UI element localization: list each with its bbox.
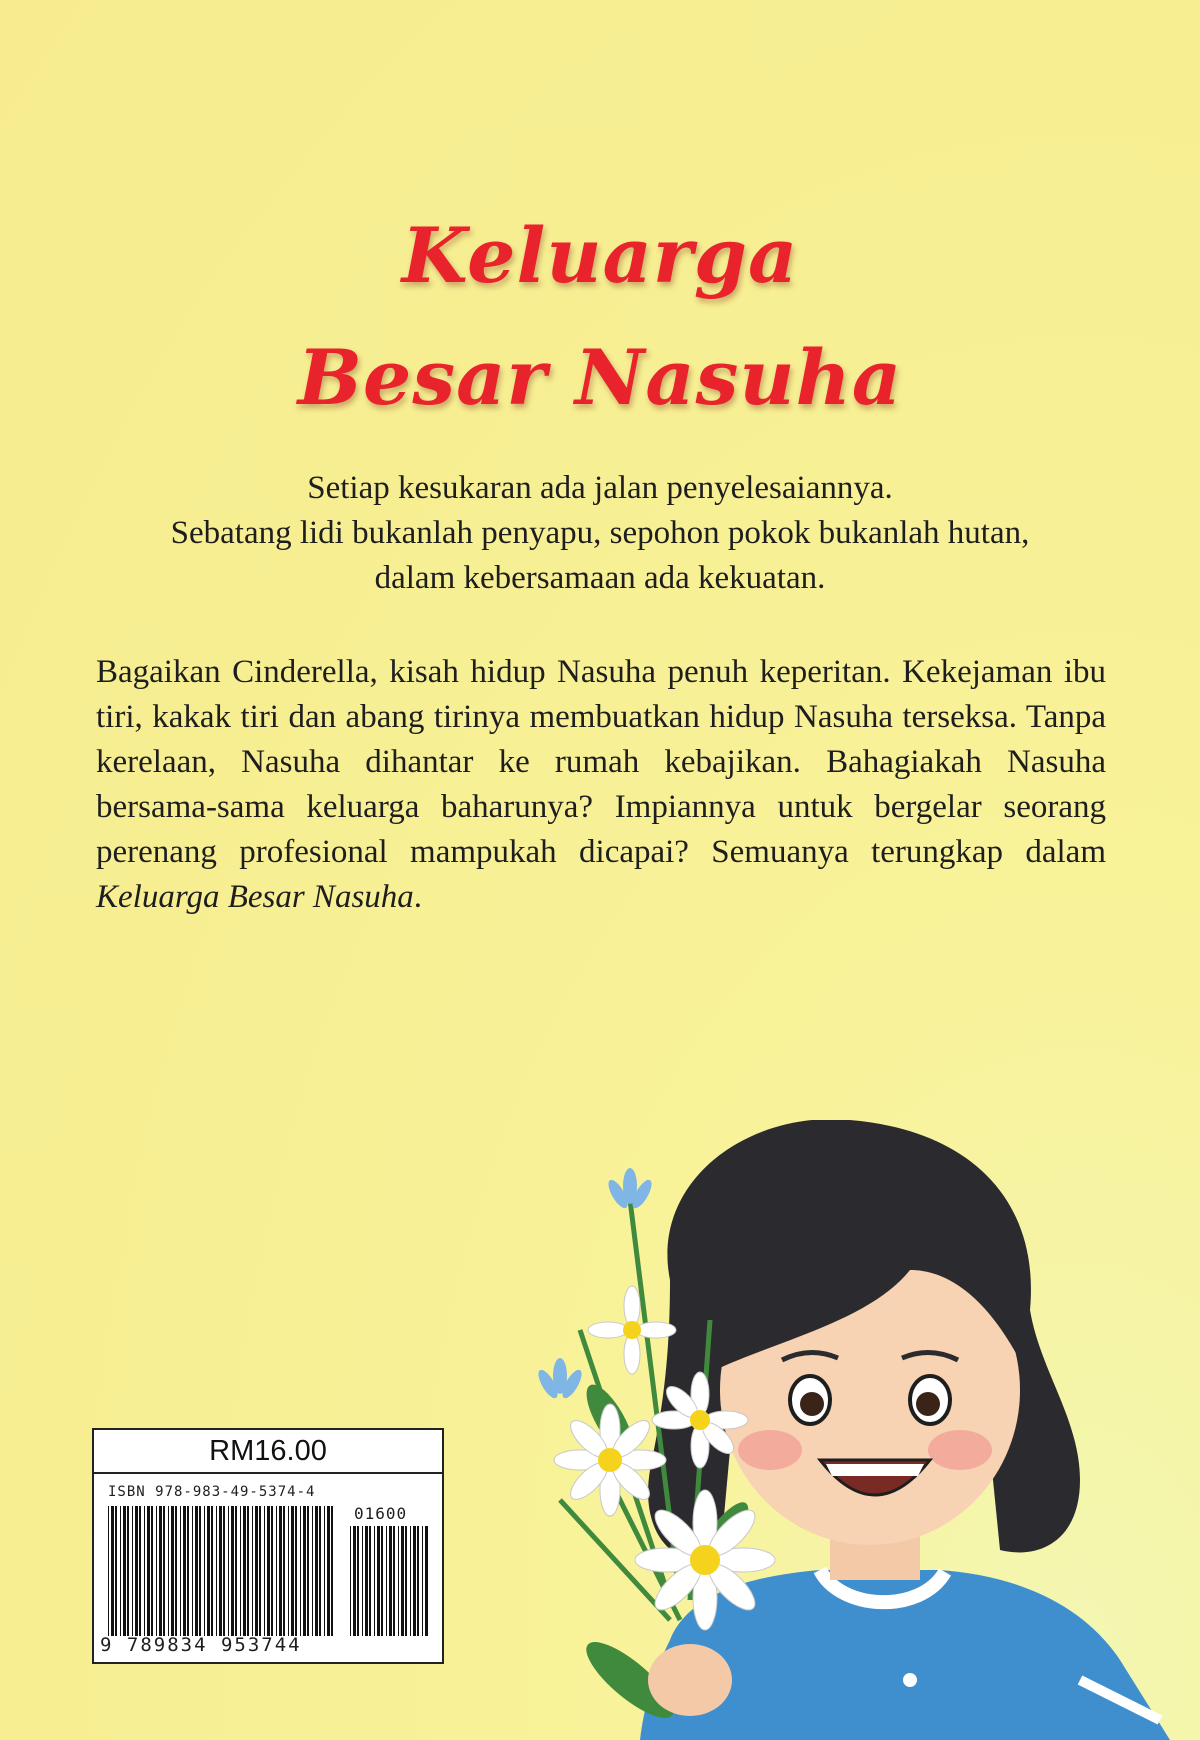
- barcode-bar: [199, 1506, 201, 1636]
- barcode-bar: [327, 1506, 330, 1636]
- addon-barcode-bars: [350, 1526, 430, 1636]
- barcode-bar: [139, 1506, 141, 1636]
- barcode-bar: [417, 1526, 419, 1636]
- barcode-bar: [187, 1506, 189, 1636]
- tagline: [60, 466, 1140, 601]
- synopsis-end: .: [413, 879, 423, 915]
- barcode-bar: [357, 1526, 359, 1636]
- synopsis-body: Bagaikan Cinderella, kisah hidup Nasuha penuh keperitan. Kekejaman ibu tiri, kakak tiri dan abang tirinya membuatkan hidup Nasuha terseksa. Tanpa kerelaan, Nasuha dihantar ke rumah kebajikan. Bahagiakah Nasuha bersama-sama keluarga baharunya? Impiannya untuk bergelar seorang perenang profesional mampukah dicapai? Semuanya terungkap dalam: [96, 654, 1106, 870]
- barcode-bar: [147, 1506, 150, 1636]
- right-cheek: [928, 1430, 992, 1470]
- addon-code-text: 01600: [354, 1504, 408, 1523]
- barcode-bar: [353, 1526, 356, 1636]
- barcode-bar: [386, 1526, 387, 1636]
- tagline-line: Sebatang lidi bukanlah penyapu, sepohon pokok bukanlah hutan,: [170, 515, 1030, 551]
- barcode-bar: [401, 1526, 404, 1636]
- barcode-bar: [219, 1506, 222, 1636]
- barcode-bar: [259, 1506, 261, 1636]
- barcode-bar: [389, 1526, 392, 1636]
- barcode-bar: [127, 1506, 129, 1636]
- barcode-bar: [195, 1506, 198, 1636]
- barcode-bar: [132, 1506, 133, 1636]
- barcode-bar: [231, 1506, 234, 1636]
- synopsis-paragraph: [96, 650, 1106, 920]
- barcode-bar: [228, 1506, 229, 1636]
- barcode-bar: [216, 1506, 217, 1636]
- barcode-bar: [135, 1506, 138, 1636]
- blue-flower: [535, 1358, 585, 1401]
- barcode-bar: [111, 1506, 114, 1636]
- barcode-bar: [163, 1506, 165, 1636]
- tagline-line: Setiap kesukaran ada jalan penyelesaiannya.: [307, 470, 893, 506]
- barcode-bar: [291, 1506, 294, 1636]
- barcode-bar: [381, 1526, 383, 1636]
- barcode-bar: [425, 1526, 428, 1636]
- barcode-bar: [312, 1506, 313, 1636]
- barcode-bar: [369, 1526, 371, 1636]
- shirt-button: [903, 1673, 917, 1687]
- barcode-bar: [204, 1506, 205, 1636]
- title-line-1: Keluarga: [401, 211, 799, 300]
- barcode-bar: [362, 1526, 363, 1636]
- barcode-bar: [180, 1506, 181, 1636]
- title-line-2: Besar Nasuha: [297, 333, 903, 422]
- hand: [648, 1644, 732, 1716]
- barcode-bar: [211, 1506, 213, 1636]
- barcode-bar: [331, 1506, 333, 1636]
- barcode-bar: [300, 1506, 301, 1636]
- barcode-bar: [243, 1506, 246, 1636]
- barcode-bar: [422, 1526, 423, 1636]
- barcode-bar: [255, 1506, 258, 1636]
- barcode-bar: [108, 1506, 109, 1636]
- price-tag: RM16.00: [94, 1430, 442, 1474]
- girl-with-flowers-illustration: [520, 1120, 1200, 1740]
- barcode-bar: [168, 1506, 169, 1636]
- barcode-bar: [192, 1506, 193, 1636]
- isbn-text: ISBN 978-983-49-5374-4: [108, 1484, 316, 1500]
- barcode-bar: [120, 1506, 121, 1636]
- barcode-bar: [144, 1506, 145, 1636]
- barcode-bar: [377, 1526, 380, 1636]
- barcode-label: [92, 1428, 444, 1664]
- barcode-bar: [410, 1526, 411, 1636]
- barcode-bar: [413, 1526, 416, 1636]
- barcode-bar: [235, 1506, 237, 1636]
- barcode-bar: [171, 1506, 174, 1636]
- ean-barcode-bars: [108, 1506, 336, 1636]
- teeth: [826, 1464, 924, 1476]
- left-pupil: [800, 1392, 824, 1416]
- barcode-bar: [271, 1506, 273, 1636]
- barcode-bar: [295, 1506, 297, 1636]
- barcode-bar: [264, 1506, 265, 1636]
- barcode-bar: [374, 1526, 375, 1636]
- barcode-bar: [393, 1526, 395, 1636]
- barcode-bar: [307, 1506, 309, 1636]
- right-pupil: [916, 1392, 940, 1416]
- barcode-bar: [324, 1506, 325, 1636]
- synopsis-book-title: Keluarga Besar Nasuha: [96, 879, 414, 915]
- barcode-bar: [319, 1506, 321, 1636]
- barcode-bar: [267, 1506, 270, 1636]
- barcode-bar: [398, 1526, 399, 1636]
- barcode-bar: [151, 1506, 153, 1636]
- barcode-bar: [303, 1506, 306, 1636]
- barcode-bar: [276, 1506, 277, 1636]
- barcode-bar: [123, 1506, 126, 1636]
- tagline-line: dalam kebersamaan ada kekuatan.: [374, 560, 826, 596]
- barcode-bar: [288, 1506, 289, 1636]
- barcode-bar: [315, 1506, 318, 1636]
- barcode-bar: [156, 1506, 157, 1636]
- barcode-bar: [279, 1506, 282, 1636]
- barcode-bar: [223, 1506, 225, 1636]
- barcode-bar: [183, 1506, 186, 1636]
- barcode-bar: [175, 1506, 177, 1636]
- barcode-bar: [405, 1526, 407, 1636]
- barcode-bar: [365, 1526, 368, 1636]
- barcode-bar: [159, 1506, 162, 1636]
- left-cheek: [738, 1430, 802, 1470]
- barcode-bar: [240, 1506, 241, 1636]
- daisy-flower: [588, 1286, 676, 1374]
- barcode-bar: [207, 1506, 210, 1636]
- barcode-bar: [252, 1506, 253, 1636]
- ean-number-text: 9 789834 953744: [100, 1634, 302, 1656]
- barcode-bar: [283, 1506, 285, 1636]
- barcode-bar: [247, 1506, 249, 1636]
- barcode-bar: [115, 1506, 117, 1636]
- barcode-bar: [350, 1526, 351, 1636]
